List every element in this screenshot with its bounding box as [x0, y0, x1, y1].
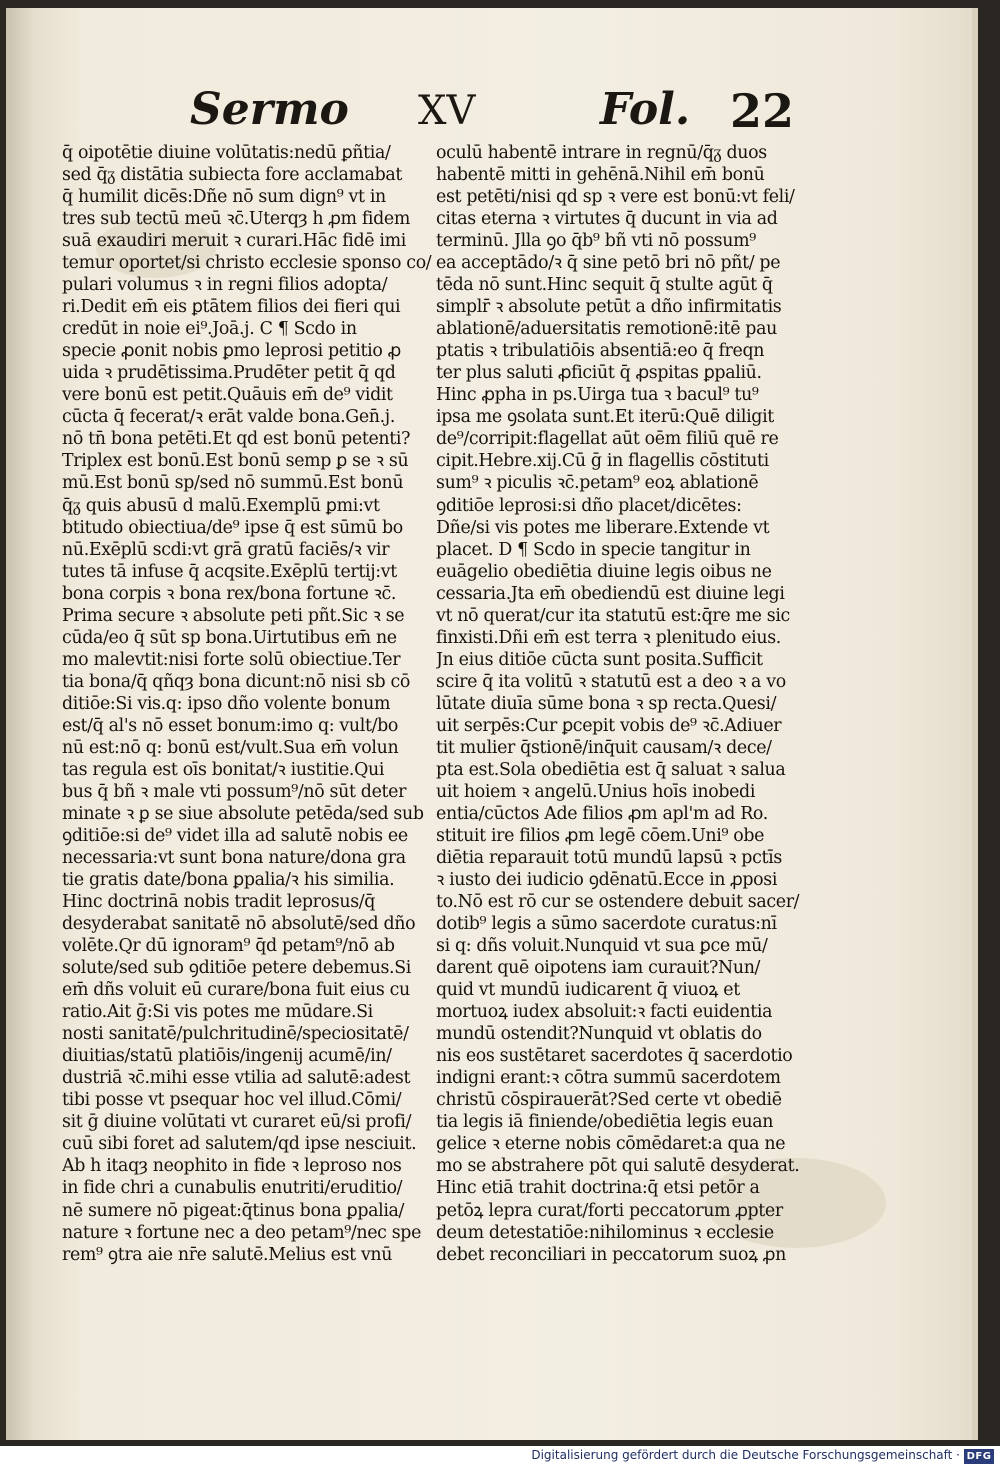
text-line: ꝯditiōe:si de⁹ videt illa ad salutē nobis ee	[62, 825, 408, 846]
text-line: uida ꝛ prudētissima.Prudēter petit q̄ qd̄	[62, 363, 396, 384]
text-line: mo malevtit̄:nisi forte solū obiectiue.Ter	[62, 649, 401, 670]
text-line: sum⁹ ꝛ piculis ꝛc̄.petam⁹ eoꝝ ablationē	[436, 473, 759, 494]
text-line: bus q̄ bñ ꝛ male vti possum⁹/nō sūt deter	[62, 781, 407, 802]
text-line: desyderabat sanitatē nō absolutē/sed dño	[62, 914, 416, 935]
text-line: tit mulier q̄stionē/inq̄uit causam/ꝛ dece/	[436, 737, 772, 758]
text-line: volēte.Qr dū ignoram⁹ q̄d petam⁹/nō ab	[62, 936, 395, 957]
text-line: est petēti/nisi qd̄ sp ꝛ vere est bonū:vt feli/	[436, 187, 795, 208]
text-line: oculū habentē intrare in regnū/q̄ᵹ duos	[436, 143, 767, 163]
text-line: Triplex est bonū.Est bonū semp ꝑ se ꝛ sū	[62, 451, 409, 472]
text-line: diētia reparauit totū mundū lapsū ꝛ pctīs	[436, 848, 782, 868]
header-sermon-number: XV	[418, 88, 476, 134]
text-line: lūtate diuīa sūme bona ꝛ sp recta.Quesi/	[436, 693, 777, 714]
text-line: sit ḡ diuine volūtati vt curaret eū/si profi/	[62, 1112, 412, 1133]
text-line: solute/sed sub ꝯditiōe petere debemus.Si	[62, 958, 412, 979]
text-column-left	[62, 142, 440, 1266]
text-line: tia legis iā finiende/obediētia legis euan	[436, 1112, 774, 1133]
text-line: tas regula est oīs bonitat̄/ꝛ iustitie.Qui	[62, 759, 385, 780]
text-line: simplr̄ ꝛ absolute petūt a dño infirmitatis	[436, 297, 782, 318]
text-line: ꝛ iusto dei iudicio ꝯdēnatū.Ecce in ꝓposi	[436, 870, 778, 891]
text-line: minate ꝛ ꝑ se siue absolute petēda/sed sub	[62, 803, 424, 824]
text-line: temur oportet/si christo ecclesie sponso co/	[62, 253, 432, 274]
header-title: Sermo	[190, 84, 349, 135]
footer-bar	[0, 1446, 1000, 1468]
text-line: to.Nō est rō cur se ostendere debuit sacer/	[436, 892, 800, 913]
text-line: pta est.Sola obediētia est q̄ saluat ꝛ salua	[436, 759, 786, 780]
text-line: petōꝝ lepra curat̄/forti peccatorum ꝓpter	[436, 1200, 783, 1221]
text-line: tēda nō sunt.Hinc sequit̄ q̄ stulte agūt q̄	[436, 275, 773, 296]
text-line: cuū sibi foret ad salutem/qd̄ ipse nesciuit.	[62, 1134, 417, 1155]
text-line: mundū ostendit?Nunquid vt oblatis do	[436, 1024, 762, 1045]
text-line: placet. D ¶ Scd̄o in specie tangitur in	[436, 539, 751, 560]
text-line: uit hoiem ꝛ angelū.Unius hoīs inobedi	[436, 781, 756, 802]
text-line: nosti sanitatē/pulchritudinē/speciositatē/	[62, 1024, 409, 1045]
text-line: euāgelio obediētia diuine legis oibus ne	[436, 561, 772, 582]
text-line: christū cōspirauerāt?Sed certe vt obediē	[436, 1090, 782, 1111]
text-line: bona corpis ꝛ bona rex/bona fortune ꝛc̄.	[62, 583, 397, 604]
text-line: nū.Exēplū scd̄i:vt grā gratū faciēs/ꝛ vir	[62, 539, 390, 560]
text-line: em̄ dñs voluit eū curare/bona fuit eius cu	[62, 980, 410, 1001]
text-line: q̄ humilit̄ dicēs:Dñe nō sum dign⁹ vt in	[62, 187, 386, 208]
text-line: tie gratis date/bona ꝑpalia/ꝛ his similia.	[62, 870, 395, 891]
funding-credit: Digitalisierung gefördert durch die Deutsche Forschungsgemeinschaft ·	[531, 1448, 960, 1462]
text-line: Dñe/si vis potes me liberare.Extende vt	[436, 517, 770, 538]
text-line: pulari volumus ꝛ in regni filios adopta/	[62, 275, 388, 296]
text-line: specie ꝓonit̄ nobis ꝑmo leprosi petitio ꝓ	[62, 341, 401, 362]
text-line: sed q̄ᵹ distātia subiecta fore acclamabat	[62, 165, 403, 186]
text-line: ipsa me ꝯsolata sunt.Et iterū:Quē diligit	[436, 407, 774, 428]
text-line: indigni erant:ꝛ cōtra summū sacerdotem	[436, 1068, 781, 1089]
text-line: si q: dñs voluit.Nunquid vt sua ꝑce mū/	[436, 936, 768, 957]
dfg-logo: DFG	[964, 1449, 994, 1464]
text-line: darent quē oipotens iam curauit?Nun/	[436, 958, 761, 979]
text-line: nature ꝛ fortune nec a deo petam⁹/nec spe	[62, 1222, 422, 1243]
text-line: ptatis ꝛ tribulatiōis absentiā:eo q̄ freqn	[436, 341, 765, 362]
text-line: est/q̄ al's nō esset bonum:imo q: vult/bo	[62, 715, 398, 736]
header-folio-label: Fol.	[600, 84, 691, 135]
text-line: Prima secure ꝛ absolute peti pñt.Sic ꝛ se	[62, 605, 405, 626]
text-line: deum detestatiōe:nihilominus ꝛ ecclesie	[436, 1222, 774, 1243]
text-line: Hinc ꝓpha in ps.Uirga tua ꝛ bacul⁹ tu⁹	[436, 385, 759, 406]
text-line: habentē mitti in gehēnā.Nihil em̄ bonū	[436, 165, 765, 186]
text-line: nō tn̄ bona petēti.Et qd̄ est bonū petenti?	[62, 429, 411, 450]
text-line: Jn eius ditiōe cūcta sunt posita.Sufficit	[436, 649, 763, 670]
text-line: debet reconciliari in peccatorum suoꝝ ꝓn	[436, 1244, 786, 1265]
text-line: tibi posse vt psequar hoc vel illud.Cōmi/	[62, 1090, 402, 1111]
text-line: scire q̄ ita volitū ꝛ statutū est a deo ꝛ a vo	[436, 671, 786, 692]
text-line: cessaria.Jta em̄ obediendū est diuine legi	[436, 583, 785, 604]
text-line: mortuoꝝ iudex absoluit:ꝛ facti euidentia	[436, 1002, 773, 1023]
text-line: dotib⁹ legis a sūmo sacerdote curatus:nī	[436, 914, 777, 935]
text-line: ratio.Ait ḡ:Si vis potes me mūdare.Si	[62, 1002, 373, 1023]
text-line: de⁹/corripit:flagellat aūt oēm filiū quē re	[436, 429, 779, 450]
text-line: ablationē/aduersitatis remotionē:itē pau	[436, 319, 777, 340]
text-line: gelice ꝛ eterne nobis cōmēdaret̄:a qua ne	[436, 1134, 786, 1155]
text-line: mū.Est bonū sp/sed nō summū.Est bonū	[62, 473, 404, 494]
text-line: cipit.Hebre.xij.Cū ḡ in flagellis cōstituti	[436, 451, 769, 472]
text-line: tres sub tectū meū ꝛc̄.Uterqȝ h̄ ꝓm fidem	[62, 209, 410, 230]
text-line: nē sumere nō pigeat:q̄tinus bona ꝑpalia/	[62, 1200, 405, 1221]
text-line: necessaria:vt sunt bona nature/dona gra	[62, 848, 406, 868]
running-header	[190, 84, 810, 144]
text-line: Hinc doctrinā nobis tradit leprosus/q̄	[62, 892, 376, 913]
text-line: Hinc etiā trahit̄ doctrina:q̄ etsi petōr a	[436, 1178, 760, 1199]
text-line: vt nō querat̄/cur ita statutū est:q̄re me sic	[436, 605, 790, 626]
text-line: citas eterna ꝛ virtutes q̄ ducunt in via ad	[436, 209, 778, 230]
text-line: ri.Dedit em̄ eis ꝑtātem filios dei fieri qui	[62, 297, 401, 318]
text-line: dustriā ꝛc̄.mihi esse vtilia ad salutē:adest	[62, 1068, 411, 1089]
text-line: finxisti.Dñi em̄ est terra ꝛ plenitudo eius.	[436, 627, 781, 648]
text-line: btitudo obiectiua/de⁹ ipse q̄ est sūmū bo	[62, 517, 403, 538]
text-line: diuitias/statū platiōis/ingenij acumē/in/	[62, 1046, 392, 1067]
text-line: Ab h̄ itaqȝ neophito in fide ꝛ leproso nos	[62, 1156, 402, 1177]
text-line: cūda/eo q̄ sūt sp bona.Uirtutibus em̄ ne	[62, 627, 397, 648]
text-line: suā exaudiri meruit ꝛ curari.Hāc fidē imi	[62, 231, 406, 252]
text-line: terminū. Jlla ꝯo q̄b⁹ bñ vti nō possum⁹	[436, 231, 756, 252]
text-line: ter plus saluti ꝓficiūt q̄ ꝓspitas ꝑpaliū.	[436, 363, 762, 384]
text-line: vere bonū est petit.Quāuis em̄ de⁹ vidit	[62, 385, 393, 406]
text-line: in fide chri a cunabulis enutriti/eruditio/	[62, 1178, 403, 1199]
text-line: ꝯditiōe leprosi:si dño placet/dicētes:	[436, 495, 742, 516]
text-line: entia/cūctos Ade filios ꝓm apl'm ad Ro.	[436, 803, 768, 824]
text-line: q̄ oipotētie diuine volūtatis:nedū ꝑñtia/	[62, 143, 391, 163]
text-line: nis eos sustētaret sacerdotes q̄ sacerdotio	[436, 1046, 793, 1067]
text-column-right	[436, 142, 800, 1266]
text-line: credūt in noie ei⁹.Joā.j. C ¶ Scd̄o in	[62, 319, 357, 340]
text-line: nū est:nō q: bonū est/vult.Sua em̄ volun	[62, 737, 399, 758]
text-line: cūcta q̄ fecerat/ꝛ erāt valde bona.Gen̄.j.	[62, 407, 396, 428]
header-folio-number: 22	[730, 84, 795, 138]
text-line: ditiōe:Si vis.q: ipso dño volente bonum	[62, 693, 391, 714]
text-line: mo se abstrahere pōt qui salutē desyderat.	[436, 1156, 800, 1177]
text-line: rem⁹ ꝯtra aie nr̄e salutē.Melius est vnū	[62, 1244, 393, 1265]
text-line: q̄ᵹ quis abusū d̄ malū.Exemplū ꝑmi:vt	[62, 495, 380, 516]
text-line: tutes tā infuse q̄ acqsite.Exēplū tertij:vt	[62, 561, 397, 582]
text-line: tia bona/q̄ qñqȝ bona dicunt:nō nisi sb̄ cō	[62, 671, 411, 692]
text-line: stituit ire filios ꝓm legē cōem.Uni⁹ obe	[436, 825, 765, 846]
text-line: uit serpēs:Cur ꝑcepit vobis de⁹ ꝛc̄.Adiuer	[436, 715, 782, 736]
text-line: quid vt mundū iudicarent q̄ viuoꝝ et	[436, 980, 740, 1001]
text-line: ea acceptādo/ꝛ q̄ sine petō bri nō pñt/ pe	[436, 253, 781, 274]
